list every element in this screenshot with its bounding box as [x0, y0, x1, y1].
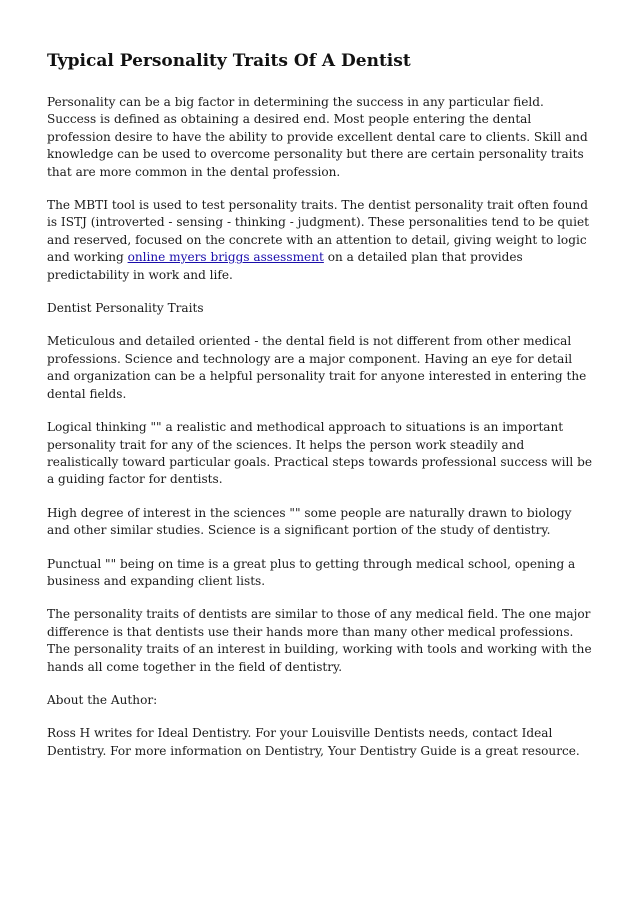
- online-myers-briggs-link[interactable]: online myers briggs assessment: [127, 250, 324, 265]
- paragraph-sciences-interest: High degree of interest in the sciences "" some people are naturally drawn to biology and other similar studies. Science is a significant portion of the study of dentistry.: [47, 505, 572, 538]
- paragraph-summary: The personality traits of dentists are similar to those of any medical field. The one major difference is that dentists use their hands more than many other medical professions. The personality traits of an interest in building, working with tools and working with the hands all come together in the field of dentistry.: [47, 607, 592, 674]
- about-author-heading: About the Author:: [47, 692, 158, 707]
- paragraph-logical-thinking: Logical thinking "" a realistic and methodical approach to situations is an important personality trait for any of the sciences. It helps the person work steadily and realistically toward particular goals. Practical steps towards professional success will be a guiding factor for dentists.: [47, 420, 592, 487]
- page-title: Typical Personality Traits Of A Dentist: [47, 51, 411, 71]
- paragraph-intro: Personality can be a big factor in determining the success in any particular field. Success is defined as obtaining a desired end. Most people entering the dental profession desire to have the ability to provide excellent dental care to clients. Skill and knowledge can be used to overcome personality but there are certain personality traits that are more common in the dental profession.: [47, 95, 588, 179]
- paragraph-author-bio: Ross H writes for Ideal Dentistry. For your Louisville Dentists needs, contact Ideal Dentistry. For more information on Dentistry, Your Dentistry Guide is a great resource.: [47, 726, 580, 758]
- paragraph-mbti-text-start: The MBTI tool is used to test personality traits. The dentist personality trait often found is ISTJ (introverted - sensing - thinking - judgment). These personalities tend to be quiet and reserved, focused on the concrete with an attention to detail, giving weight to logic and working: [47, 198, 589, 265]
- paragraph-punctual: Punctual "" being on time is a great plus to getting through medical school, opening a business and expanding client lists.: [47, 556, 576, 588]
- section-heading-traits: Dentist Personality Traits: [47, 301, 204, 316]
- paragraph-mbti-text-end: on a detailed plan that provides predictability in work and life.: [47, 250, 523, 282]
- paragraph-meticulous: Meticulous and detailed oriented - the dental field is not different from other medical professions. Science and technology are a major component. Having an eye for detail and organization can be a helpful personality trait for anyone interested in entering the dental fields.: [47, 334, 587, 401]
- paragraph-mbti: [47, 197, 595, 284]
- document-page: [47, 50, 595, 776]
